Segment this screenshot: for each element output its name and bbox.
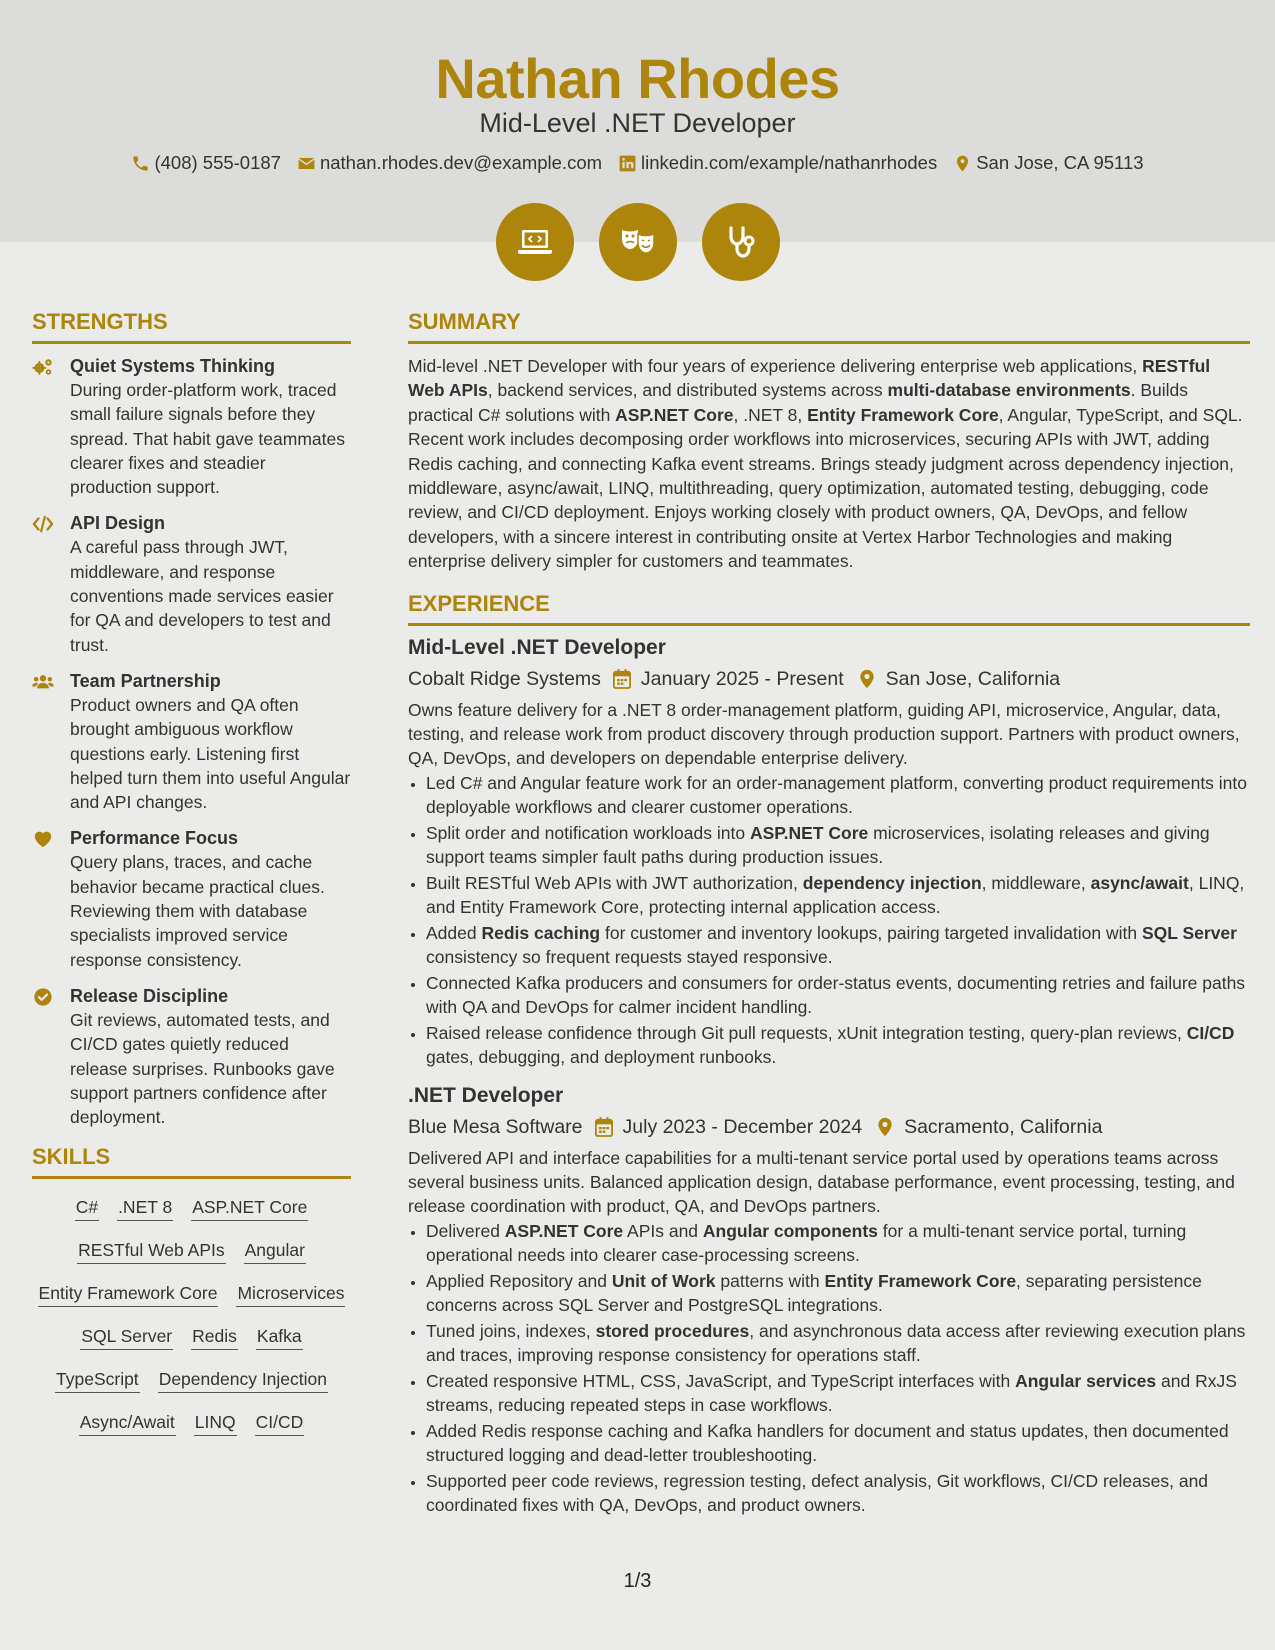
skill-tag: TypeScript (55, 1367, 140, 1393)
text-run: microservices, isolating releases and giving support teams simpler fault paths during production issues. (426, 822, 1210, 867)
calendar-icon (613, 669, 631, 689)
code-icon (32, 514, 54, 534)
strength-title: API Design (70, 513, 166, 534)
job-title: .NET Developer (408, 1083, 564, 1107)
bold-phrase: dependency injection (802, 872, 982, 893)
check-circle-icon (32, 987, 54, 1007)
text-run: Applied Repository and (426, 1270, 612, 1291)
bold-phrase: ASP.NET Core (749, 822, 869, 843)
right-column (408, 308, 1250, 1532)
users-icon (32, 672, 54, 692)
strengths-heading: STRENGTHS (32, 308, 351, 344)
bold-phrase: Entity Framework Core (807, 404, 999, 425)
job-company: Cobalt Ridge Systems (408, 667, 601, 690)
skill-tag: Dependency Injection (158, 1367, 328, 1393)
text-run: , LINQ, and Entity Framework Core, protecting internal application access. (426, 872, 1245, 918)
text-run: Tuned joins, indexes, (426, 1320, 596, 1341)
job-bullet (426, 1319, 1250, 1368)
strength-desc: Product owners and QA often brought ambiguous workflow questions early. Listening first helped turn them into useful Angular and API changes. (70, 694, 351, 813)
skill-tag: CI/CD (255, 1410, 305, 1436)
bold-phrase: multi-database environments (887, 380, 1131, 401)
skill-tag: Angular (244, 1238, 306, 1264)
candidate-name: Nathan Rhodes (435, 47, 840, 110)
job-description: Delivered API and interface capabilities for a multi-tenant service portal used by operations teams across several business units. Balanced application design, database performance, event processing, testing, and release coordination with product, QA, and DevOps partners. (408, 1147, 1235, 1217)
skill-tag: Redis (191, 1324, 238, 1350)
text-run: APIs and (623, 1220, 703, 1241)
text-run: Mid-level .NET Developer with four years of experience delivering enterprise web applications, (408, 356, 1143, 376)
text-run: and RxJS streams, reducing repeated steps in case workflows. (426, 1370, 1237, 1416)
bold-phrase: async/await (1090, 872, 1189, 893)
bold-phrase: ASP.NET Core (504, 1220, 624, 1241)
bold-phrase: Angular services (1015, 1370, 1157, 1391)
text-run: consistency so frequent requests stayed responsive. (426, 947, 833, 968)
job-location: San Jose, California (885, 667, 1061, 690)
job-meta (408, 666, 1250, 692)
contact-phone[interactable] (131, 152, 281, 174)
stethoscope-icon (702, 203, 780, 281)
candidate-role: Mid-Level .NET Developer (479, 108, 796, 138)
bold-phrase: CI/CD (1186, 1023, 1235, 1044)
job-dates: July 2023 - December 2024 (622, 1115, 863, 1138)
job-bullet (426, 971, 1250, 1020)
text-run: Added Redis response caching and Kafka handlers for document and status updates, then documented structured logging and dead-letter troubleshooting. (426, 1420, 1229, 1466)
text-run: , .NET 8, (733, 404, 808, 425)
laptop-code-icon (496, 203, 574, 281)
strength-title: Team Partnership (70, 670, 221, 691)
job-company: Blue Mesa Software (408, 1115, 583, 1138)
text-run: Raised release confidence through Git pull requests, xUnit integration testing, query-plan reviews, (426, 1023, 1187, 1044)
text-run: for a multi-tenant service portal, turning operational needs into clearer case-processing screens. (426, 1220, 1187, 1265)
text-run: . Builds practical C# solutions with (408, 380, 1189, 425)
contact-linkedin[interactable] (618, 152, 937, 174)
bold-phrase: Entity Framework Core (824, 1270, 1017, 1291)
text-run: Added (426, 922, 482, 943)
bold-phrase: RESTful Web APIs (408, 356, 1211, 401)
skills-list (32, 1193, 351, 1436)
job-bullet (426, 1469, 1250, 1518)
text-run: Led C# and Angular feature work for an order-management platform, converting product requirements into deployable workflows and clearer customer operations. (426, 772, 1248, 817)
strength-desc: A careful pass through JWT, middleware, and response conventions made services easier for QA and developers to test and trust. (70, 537, 334, 655)
contact-bar (0, 152, 1275, 174)
skill-tag: ASP.NET Core (191, 1195, 308, 1221)
text-run: Connected Kafka producers and consumers for order-status events, documenting retries and failure paths with QA and DevOps for calmer incident handling. (426, 972, 1246, 1018)
job-bullet (426, 1269, 1250, 1318)
map-pin-icon (858, 669, 876, 689)
phone-text: (408) 555-0187 (154, 152, 281, 173)
skill-tag: C# (75, 1195, 99, 1221)
interest-icons (0, 203, 1275, 281)
strengths-list (32, 354, 351, 1129)
job-bullet (426, 1369, 1250, 1418)
strength-title: Release Discipline (70, 985, 229, 1006)
strength-item (32, 511, 351, 656)
skill-tag: Async/Await (79, 1410, 176, 1436)
left-column (32, 308, 351, 1436)
job-bullet (426, 1419, 1250, 1468)
text-run: Split order and notification workloads into (426, 822, 750, 843)
experience-heading: EXPERIENCE (408, 590, 1250, 626)
strength-item (32, 354, 351, 499)
bold-phrase: Angular components (702, 1220, 878, 1241)
bold-phrase: Unit of Work (611, 1270, 716, 1291)
text-run: , and asynchronous data access after reviewing execution plans and traces, improving response consistency for operations staff. (426, 1320, 1246, 1365)
phone-icon (131, 154, 150, 173)
bold-phrase: SQL Server (1141, 922, 1237, 943)
strength-title: Quiet Systems Thinking (70, 356, 276, 376)
strength-item (32, 826, 351, 971)
job-description: Owns feature delivery for a .NET 8 order-management platform, guiding API, microservice, Angular, data, testing, and release work from product discovery through production support. Partners with product owners, QA, DevOps, and developers on dependable enterprise delivery. (408, 699, 1240, 769)
bold-phrase: Redis caching (481, 922, 601, 943)
job-entry (408, 634, 1250, 1070)
envelope-icon (297, 154, 316, 173)
job-dates: January 2025 - Present (640, 667, 844, 690)
map-pin-icon (953, 154, 972, 173)
text-run: , middleware, (981, 872, 1091, 893)
text-run: , separating persistence concerns across SQL Server and PostgreSQL integrations. (426, 1270, 1202, 1315)
location-text: San Jose, CA 95113 (976, 152, 1144, 173)
job-meta (408, 1114, 1250, 1140)
summary-heading: SUMMARY (408, 308, 1250, 344)
skill-tag: LINQ (194, 1410, 237, 1436)
job-bullet (426, 1021, 1250, 1070)
experience-list (408, 634, 1250, 1518)
bold-phrase: stored procedures (595, 1320, 750, 1341)
job-bullet (426, 1219, 1250, 1268)
map-pin-icon (876, 1117, 894, 1137)
summary-text (408, 354, 1250, 574)
text-run: , backend services, and distributed systems across (487, 380, 888, 401)
strength-desc: During order-platform work, traced small failure signals before they spread. That habit gave teammates clearer fixes and steadier production support. (70, 380, 345, 498)
job-bullets (408, 771, 1250, 1070)
job-bullet (426, 871, 1250, 920)
job-bullet (426, 921, 1250, 970)
skill-tag: RESTful Web APIs (77, 1238, 226, 1264)
skills-heading: SKILLS (32, 1143, 351, 1179)
gears-icon (32, 357, 54, 377)
strength-title: Performance Focus (70, 828, 239, 849)
skill-tag: Microservices (236, 1281, 345, 1307)
text-run: gates, debugging, and deployment runbooks. (426, 1047, 777, 1068)
calendar-icon (595, 1117, 613, 1137)
email-text: nathan.rhodes.dev@example.com (319, 152, 603, 173)
strength-item (32, 984, 351, 1129)
page-number: 1/3 (623, 1570, 652, 1592)
linkedin-icon (618, 154, 637, 173)
text-run: , Angular, TypeScript, and SQL. Recent work includes decomposing order workflows into microservices, securing APIs with JWT, adding Redis caching, and connecting Kafka event streams. Brings steady judgment across dependency injection, middleware, async/await, LINQ, multithreading, query optimization, automated testing, debugging, code review, and CI/CD deployment. Enjoys working closely with product owners, QA, DevOps, and fellow developers, with a sincere interest in contributing onsite at Vertex Harbor Technologies and making enterprise delivery simpler for customers and teammates. (408, 404, 1243, 572)
contact-email[interactable] (297, 152, 602, 174)
strength-item (32, 669, 351, 814)
skill-tag: Kafka (256, 1324, 303, 1350)
job-title: Mid-Level .NET Developer (408, 635, 666, 659)
strength-desc: Git reviews, automated tests, and CI/CD gates quietly reduced release surprises. Runbooks gave support partners confidence after deployment. (70, 1009, 335, 1128)
job-bullet (426, 821, 1250, 870)
skill-tag: Entity Framework Core (38, 1281, 219, 1307)
theater-masks-icon (599, 203, 677, 281)
text-run: Delivered (426, 1220, 505, 1241)
skill-tag: SQL Server (80, 1324, 173, 1350)
linkedin-text: linkedin.com/example/nathanrhodes (641, 152, 938, 173)
job-bullet (426, 771, 1250, 820)
heart-icon (32, 829, 54, 849)
skill-tag: .NET 8 (117, 1195, 173, 1221)
strength-desc: Query plans, traces, and cache behavior became practical clues. Reviewing them with database specialists improved service response consistency. (70, 852, 325, 970)
text-run: Built RESTful Web APIs with JWT authorization, (426, 872, 803, 893)
bold-phrase: ASP.NET Core (615, 404, 734, 425)
job-bullets (408, 1219, 1250, 1518)
text-run: patterns with (715, 1270, 825, 1291)
text-run: Supported peer code reviews, regression testing, defect analysis, Git workflows, CI/CD releases, and coordinated fixes with QA, DevOps, and product owners. (426, 1470, 1209, 1516)
job-location: Sacramento, California (904, 1115, 1103, 1138)
text-run: Created responsive HTML, CSS, JavaScript, and TypeScript interfaces with (426, 1370, 1016, 1391)
text-run: for customer and inventory lookups, pairing targeted invalidation with (600, 922, 1142, 943)
job-entry (408, 1082, 1250, 1518)
contact-location (953, 152, 1143, 174)
